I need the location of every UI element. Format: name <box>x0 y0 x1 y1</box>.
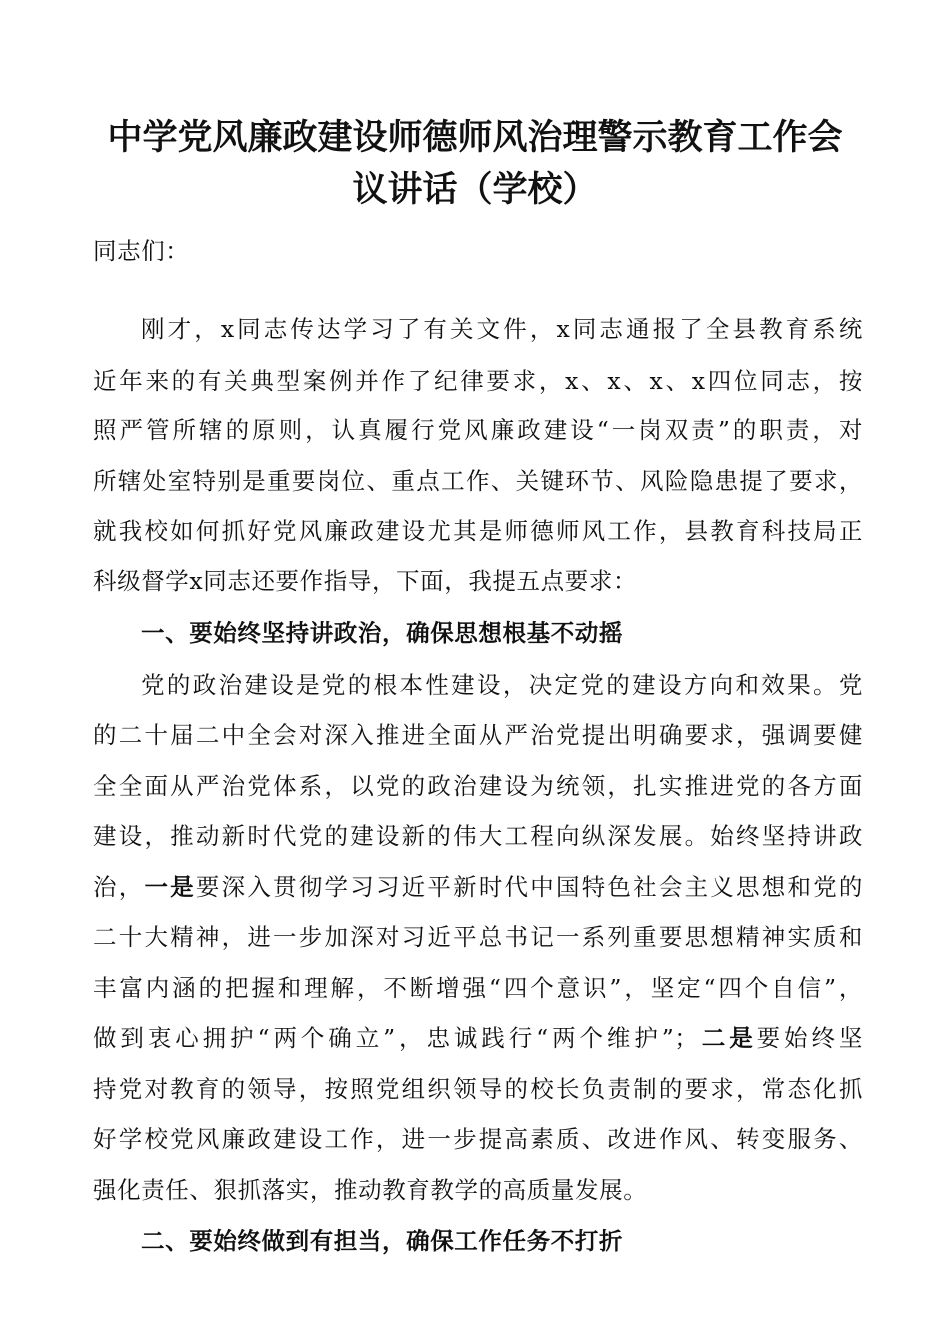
document-title <box>90 112 860 216</box>
section-1-line <box>93 1023 863 1053</box>
section-1-line: 二十大精神，进一步加深对习近平总书记一系列重要思想精神实质和 <box>93 923 863 951</box>
section-1-line: 强化责任、狠抓落实，推动教育教学的高质量发展。 <box>93 1176 648 1204</box>
section-1-line: 的二十届二中全会对深入推进全面从严治党提出明确要求，强调要健 <box>93 721 863 749</box>
section-1-line: 全全面从严治党体系，以党的政治建设为统领，扎实推进党的各方面 <box>93 772 863 800</box>
section-1-line: 建设，推动新时代党的建设新的伟大工程向纵深发展。始终坚持讲政 <box>93 822 863 850</box>
title-line-2: 议讲话（学校） <box>352 170 598 210</box>
section-1-line: 党的政治建设是党的根本性建设，决定党的建设方向和效果。党 <box>141 671 863 699</box>
intro-line: 照严管所辖的原则，认真履行党风廉政建设“一岗双责”的职责，对 <box>93 416 863 444</box>
intro-line: 科级督学x同志还要作指导，下面，我提五点要求： <box>93 567 638 595</box>
line-text: 要始终坚 <box>756 1024 863 1052</box>
line-text: 做到衷心拥护“两个确立”，忠诚践行“两个维护”； <box>93 1024 699 1052</box>
intro-line: 刚才，x同志传达学习了有关文件，x同志通报了全县教育系统 <box>141 315 863 343</box>
intro-line: 近年来的有关典型案例并作了纪律要求，x、x、x、x四位同志，按 <box>93 367 863 395</box>
intro-line: 所辖处室特别是重要岗位、重点工作、关键环节、风险隐患提了要求， <box>93 467 863 495</box>
section-1-line: 好学校党风廉政建设工作，进一步提高素质、改进作风、转变服务、 <box>93 1125 863 1153</box>
title-line-1: 中学党风廉政建设师德师风治理警示教育工作会 <box>107 118 843 158</box>
section-2-heading: 二、要始终做到有担当，确保工作任务不打折 <box>141 1227 623 1255</box>
section-1-line: 持党对教育的领导，按照党组织领导的校长负责制的要求，常态化抓 <box>93 1075 863 1103</box>
emphasis-second: 二是 <box>698 1024 757 1052</box>
salutation: 同志们： <box>93 237 190 265</box>
section-1-line <box>93 872 863 902</box>
emphasis-first: 一是 <box>144 873 196 901</box>
intro-line: 就我校如何抓好党风廉政建设尤其是师德师风工作，县教育科技局正 <box>93 517 863 545</box>
line-text: 治， <box>93 873 145 901</box>
section-1-heading: 一、要始终坚持讲政治，确保思想根基不动摇 <box>141 619 623 647</box>
section-1-line: 丰富内涵的把握和理解，不断增强“四个意识”，坚定“四个自信”， <box>93 974 863 1002</box>
line-text: 要深入贯彻学习习近平新时代中国特色社会主义思想和党的 <box>195 873 864 901</box>
